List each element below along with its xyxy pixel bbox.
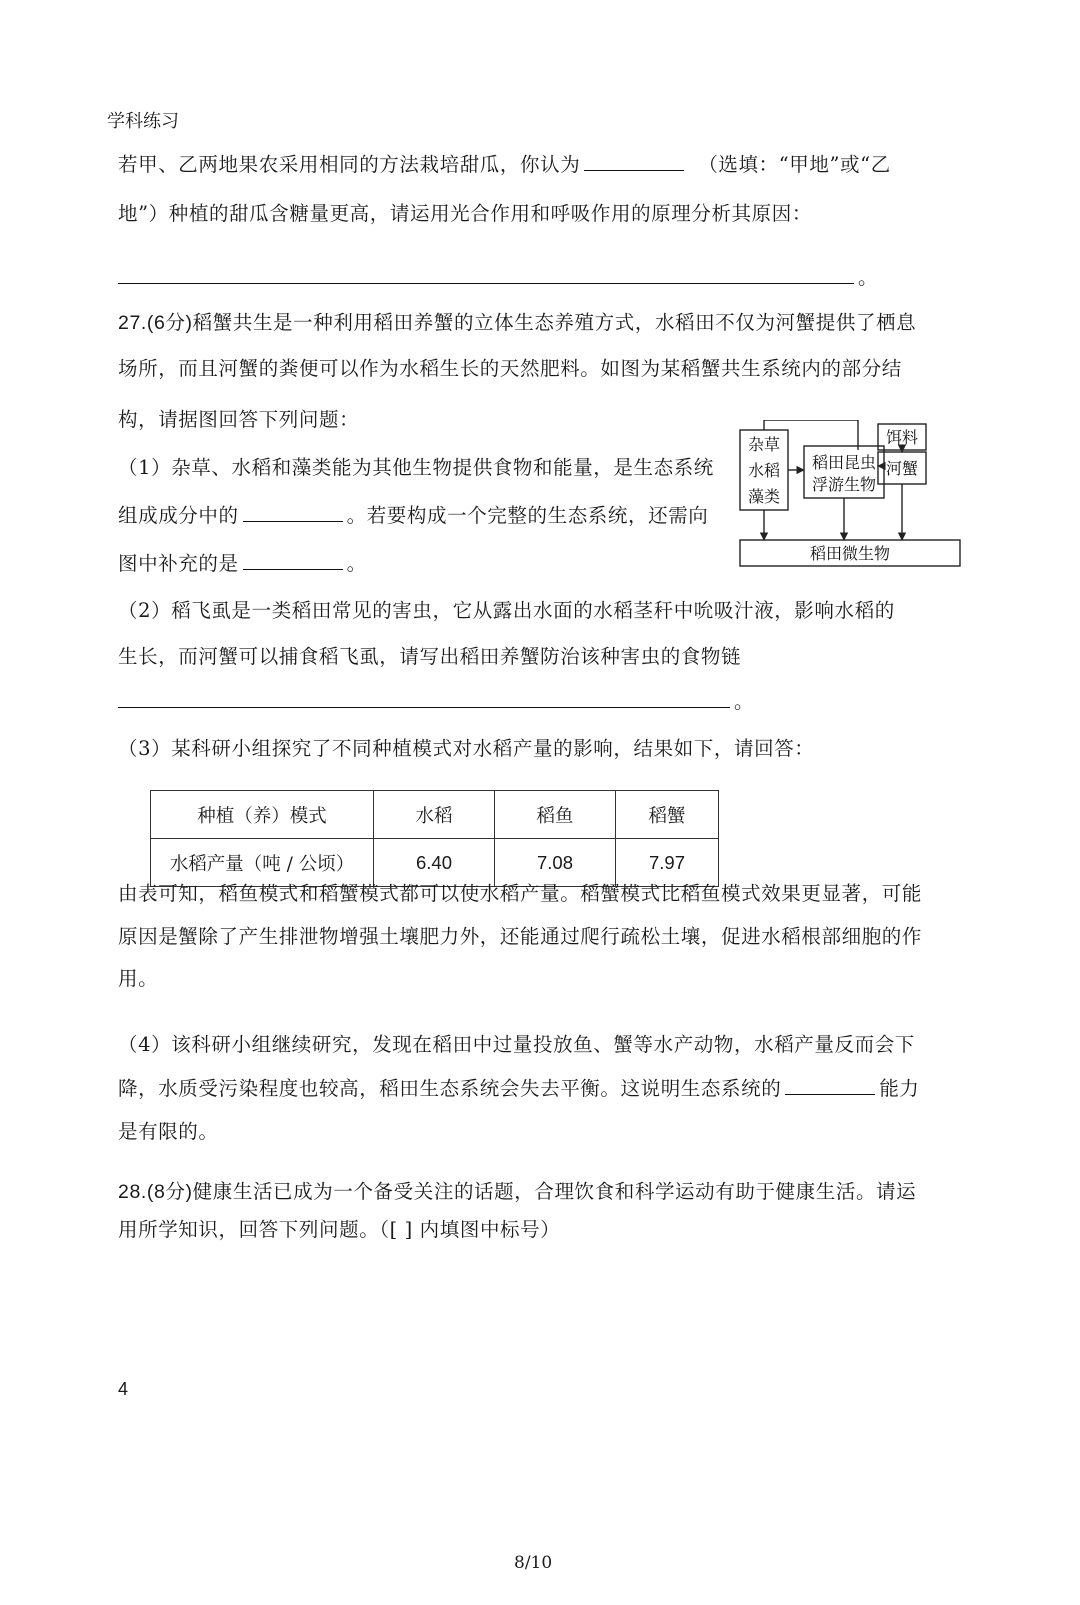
text-line: 用。 (118, 967, 159, 990)
table-header-cell: 水稻 (374, 791, 495, 839)
text-segment: 图中补充的是 (118, 552, 239, 575)
table-cell: 6.40 (374, 839, 495, 887)
question-score: (6分) (146, 312, 193, 334)
stray-number: 4 (118, 1379, 129, 1399)
answer-blank[interactable] (118, 706, 730, 708)
table-cell: 7.08 (495, 839, 616, 887)
diagram-label: 水稻 (747, 461, 781, 480)
text-segment: 能力 (879, 1077, 920, 1100)
table-row (151, 791, 719, 839)
text-line: 场所，而且河蟹的粪便可以作为水稻生长的天然肥料。如图为某稻蟹共生系统内的部分结 (118, 357, 902, 380)
text-segment: 若甲、乙两地果农采用相同的方法栽培甜瓜，你认为 (118, 153, 581, 176)
answer-blank[interactable] (243, 520, 343, 522)
text-segment: 稻蟹共生是一种利用稻田养蟹的立体生态养殖方式，水稻田不仅为河蟹提供了栖息 (192, 311, 917, 334)
text-line (118, 149, 891, 177)
question-28-line (118, 1176, 916, 1204)
table-cell: 7.97 (616, 839, 719, 887)
table-header-cell: 稻鱼 (495, 791, 616, 839)
table-header-cell: 种植（养）模式 (151, 791, 374, 839)
text-segment: 降，水质受污染程度也较高，稻田生态系统会失去平衡。这说明生态系统的 (118, 1077, 782, 1100)
text-line: 生长，而河蟹可以捕食稻飞虱，请写出稻田养蟹防治该种害虫的食物链 (118, 645, 742, 668)
question-score: (8分) (146, 1181, 193, 1203)
text-line (118, 500, 708, 528)
answer-blank[interactable] (118, 282, 854, 284)
text-line: （3）某科研小组探究了不同种植模式对水稻产量的影响，结果如下，请回答： (118, 737, 815, 760)
text-line: （4）该科研小组继续研究，发现在稻田中过量投放鱼、蟹等水产动物，水稻产量反而会下 (118, 1033, 915, 1056)
text-line: 原因是蟹除了产生排泄物增强土壤肥力外，还能通过爬行疏松土壤，促进水稻根部细胞的作 (118, 925, 923, 948)
text-segment: 健康生活已成为一个备受关注的话题，合理饮食和科学运动有助于健康生活。请运 (192, 1180, 917, 1203)
diagram-label: 杂草 (747, 435, 781, 454)
diagram-label: 稻田昆虫 (811, 453, 877, 472)
text-line (118, 262, 878, 290)
page-header: 学科练习 (107, 111, 179, 132)
answer-blank[interactable] (243, 568, 343, 570)
diagram-label: 稻田微生物 (809, 544, 891, 563)
diagram-label: 浮游生物 (811, 475, 877, 494)
text-segment: 。 (734, 690, 755, 713)
table-header-cell: 稻蟹 (616, 791, 719, 839)
text-segment: 。 (858, 266, 879, 289)
food-web-diagram (738, 420, 968, 585)
text-line: 地”）种植的甜瓜含糖量更高，请运用光合作用和呼吸作用的原理分析其原因： (118, 202, 812, 225)
yield-table (150, 790, 719, 887)
text-segment: （选填：“甲地”或“乙 (698, 153, 891, 176)
question-number: 28. (118, 1181, 147, 1203)
diagram-label: 饵料 (885, 428, 919, 447)
text-segment: 组成成分中的 (118, 504, 239, 527)
answer-blank[interactable] (785, 1093, 875, 1095)
answer-blank[interactable] (584, 169, 684, 171)
text-line (118, 686, 754, 714)
text-line: 由表可知，稻鱼模式和稻蟹模式都可以使水稻产量。稻蟹模式比稻鱼模式效果更显著，可能 (118, 882, 923, 905)
text-line (118, 548, 367, 576)
text-line: （2）稻飞虱是一类稻田常见的害虫，它从露出水面的水稻茎秆中吮吸汁液，影响水稻的 (118, 599, 895, 622)
question-number: 27. (118, 312, 147, 334)
text-segment: 。若要构成一个完整的生态系统，还需向 (346, 504, 709, 527)
diagram-label: 河蟹 (885, 459, 919, 478)
text-segment: 。 (346, 552, 367, 575)
text-line: 构，请据图回答下列问题： (118, 408, 360, 431)
text-line (118, 1073, 920, 1101)
text-line: 是有限的。 (118, 1120, 219, 1143)
diagram-label: 藻类 (747, 487, 781, 506)
text-line: 用所学知识，回答下列问题。（[ ] 内填图中标号） (118, 1218, 561, 1241)
text-line: （1）杂草、水稻和藻类能为其他生物提供食物和能量，是生态系统 (118, 456, 714, 479)
question-27-line (118, 307, 916, 335)
table-cell: 水稻产量（吨 / 公顷） (151, 839, 374, 887)
page-number: 8/10 (514, 1553, 553, 1573)
